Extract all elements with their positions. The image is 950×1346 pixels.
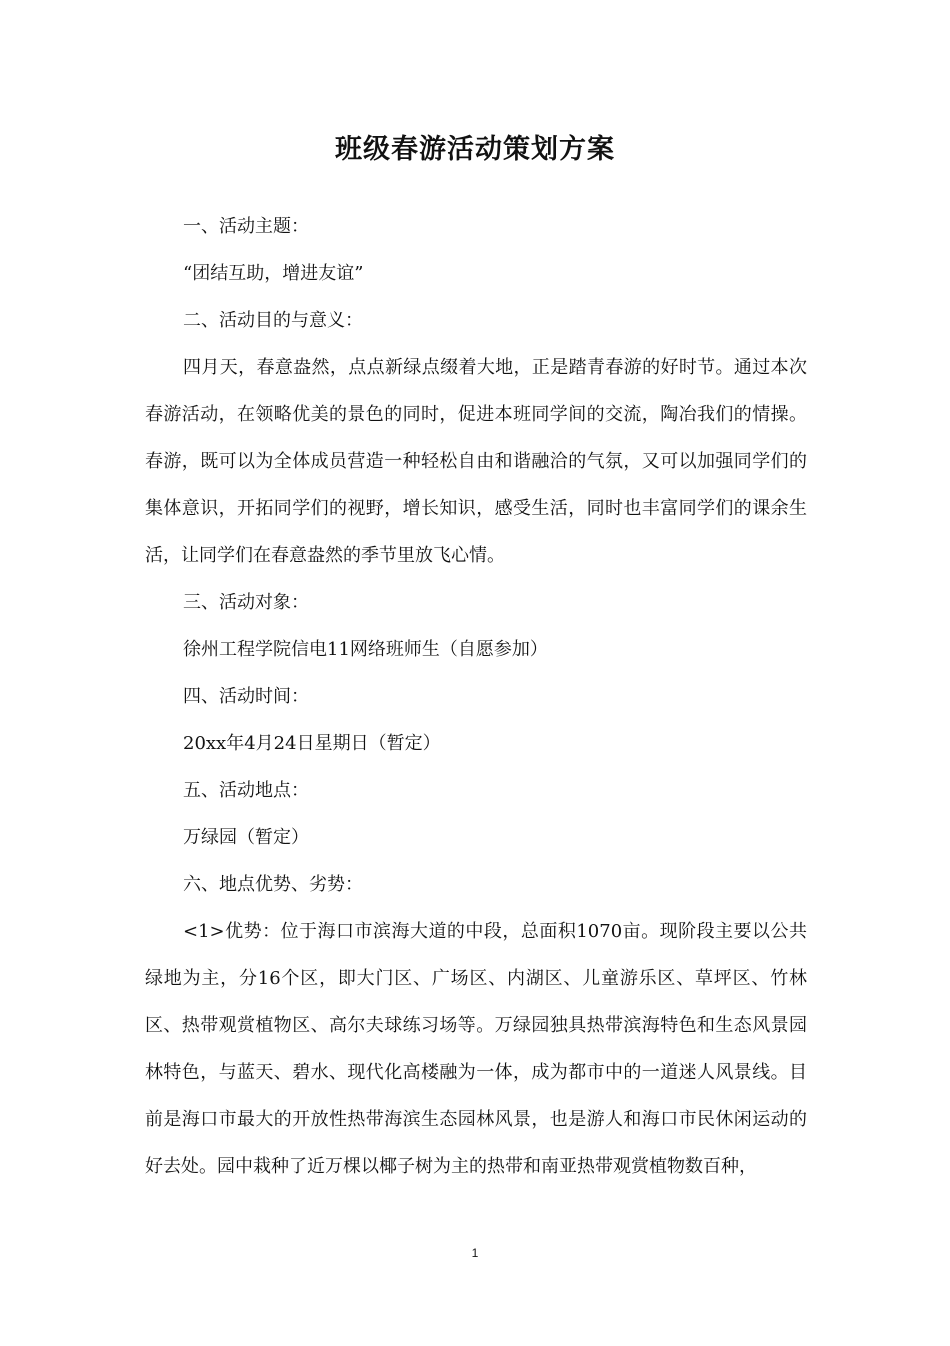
section-heading-time: 四、活动时间：	[183, 686, 309, 707]
participants-text: 徐州工程学院信电11网络班师生（自愿参加）	[183, 639, 548, 660]
document-body	[145, 203, 807, 1190]
time-text: 20xx年4月24日星期日（暂定）	[183, 733, 441, 754]
section-heading-purpose: 二、活动目的与意义：	[183, 310, 363, 331]
advantages-paragraph: <1>优势：位于海口市滨海大道的中段，总面积1070亩。现阶段主要以公共绿地为主，分16个区，即大门区、广场区、内湖区、儿童游乐区、草坪区、竹林区、热带观赏植物区、高尔夫球练习场等。万绿园独具热带滨海特色和生态风景园林特色，与蓝天、碧水、现代化高楼融为一体，成为都市中的一道迷人风景线。目前是海口市最大的开放性热带海滨生态园林风景，也是游人和海口市民休闲运动的好去处。园中栽种了近万棵以椰子树为主的热带和南亚热带观赏植物数百种，	[145, 921, 807, 1177]
page-number: 1	[471, 1246, 479, 1260]
section-heading-pros-cons: 六、地点优势、劣势：	[183, 874, 363, 895]
section-heading-participants: 三、活动对象：	[183, 592, 309, 613]
section-heading-theme: 一、活动主题：	[183, 216, 309, 237]
theme-text: “团结互助，增进友谊”	[183, 263, 364, 284]
purpose-paragraph: 四月天，春意盎然，点点新绿点缀着大地，正是踏青春游的好时节。通过本次春游活动，在领略优美的景色的同时，促进本班同学间的交流，陶冶我们的情操。春游，既可以为全体成员营造一种轻松自由和谐融洽的气氛，又可以加强同学们的集体意识，开拓同学们的视野，增长知识，感受生活，同时也丰富同学们的课余生活，让同学们在春意盎然的季节里放飞心情。	[145, 357, 807, 566]
location-text: 万绿园（暂定）	[183, 827, 309, 848]
document-title: 班级春游活动策划方案	[335, 134, 615, 165]
section-heading-location: 五、活动地点：	[183, 780, 309, 801]
